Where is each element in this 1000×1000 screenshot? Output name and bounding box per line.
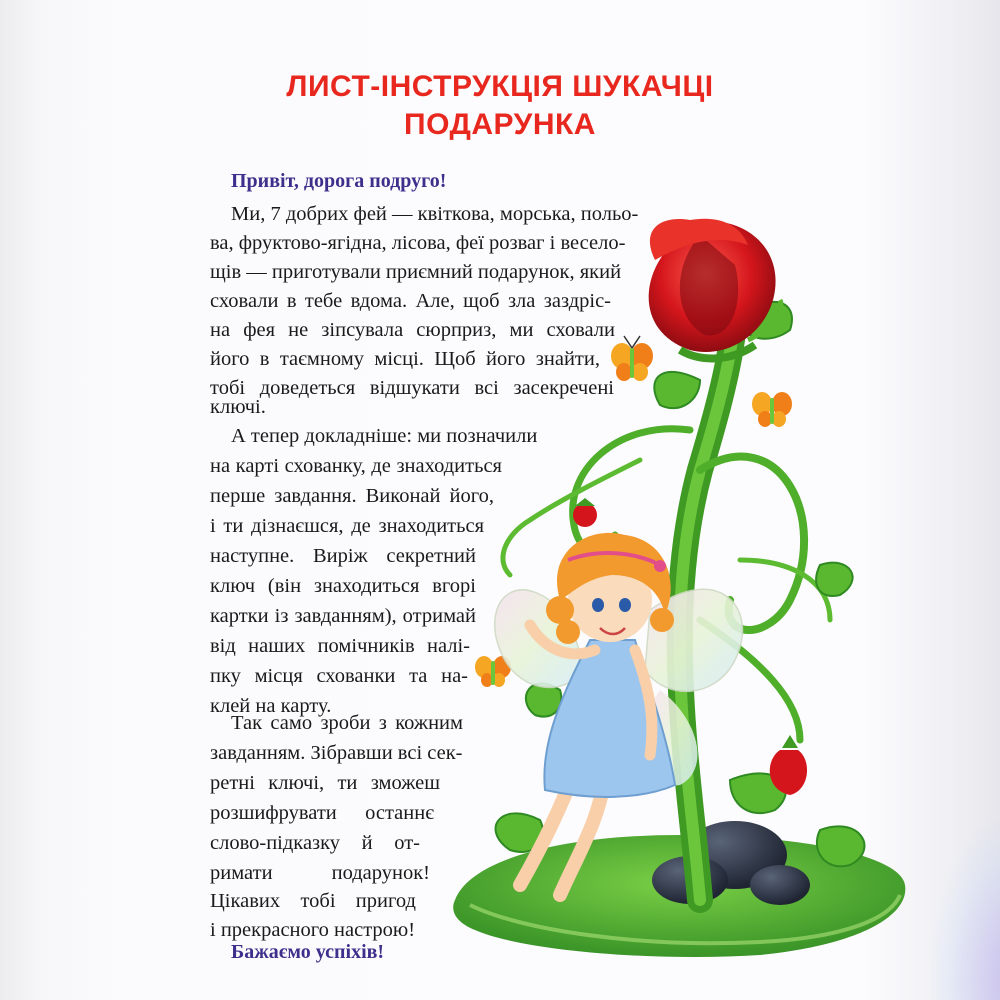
text-line: А тепер докладніше: ми позначили [231,425,538,447]
text-line: ключі. [210,396,266,418]
text-line: і прекрасного настрою! [210,919,416,941]
text-line: пку місця схованки та на- [210,665,468,687]
text-line: розшифрувати останнє [210,802,434,824]
text-line: Цікавих тобі пригод [210,890,416,912]
page-title [150,68,850,144]
text-line: ключ (він знаходиться вгорі [210,575,476,597]
text-line: на фея не зіпсувала сюрприз, ми сховали [210,319,615,341]
text-line: від наших помічників налі- [210,635,470,657]
title-line-1: ЛИСТ-ІНСТРУКЦІЯ ШУКАЧЦІ [286,70,714,103]
text-line: Ми, 7 добрих фей — квіткова, морська, польо- [231,203,639,225]
text-line: сховали в тебе вдома. Але, щоб зла заздріс- [210,290,611,312]
text-line: Так само зроби з кожним [231,712,463,734]
text-line: його в таємному місці. Щоб його знайти, [210,348,600,370]
text-line: ретні ключі, ти зможеш [210,772,440,794]
text-line: перше завдання. Виконай його, [210,485,494,507]
text-line: римати подарунок! [210,862,430,884]
closing-wish: Бажаємо успіхів! [231,941,385,963]
text-line: і ти дізнаєшся, де знаходиться [210,515,484,537]
text-line: ва, фруктово-ягідна, лісова, феї розваг і весело- [210,232,626,254]
text-line: клей на карту. [210,695,332,717]
greeting: Привіт, дорога подруго! [231,170,447,192]
title-line-2: ПОДАРУНКА [404,108,596,141]
text-line: слово-підказку й от- [210,832,420,854]
text-line: завданням. Зібравши всі сек- [210,742,463,764]
text-line: наступне. Виріж секретний [210,545,476,567]
text-line: тобі доведеться відшукати всі засекречені [210,377,614,399]
text-line: на карті схованку, де знаходиться [210,455,502,477]
text-line: картки із завданням), отримай [210,605,476,627]
text-line: щів — приготували приємний подарунок, який [210,261,622,283]
